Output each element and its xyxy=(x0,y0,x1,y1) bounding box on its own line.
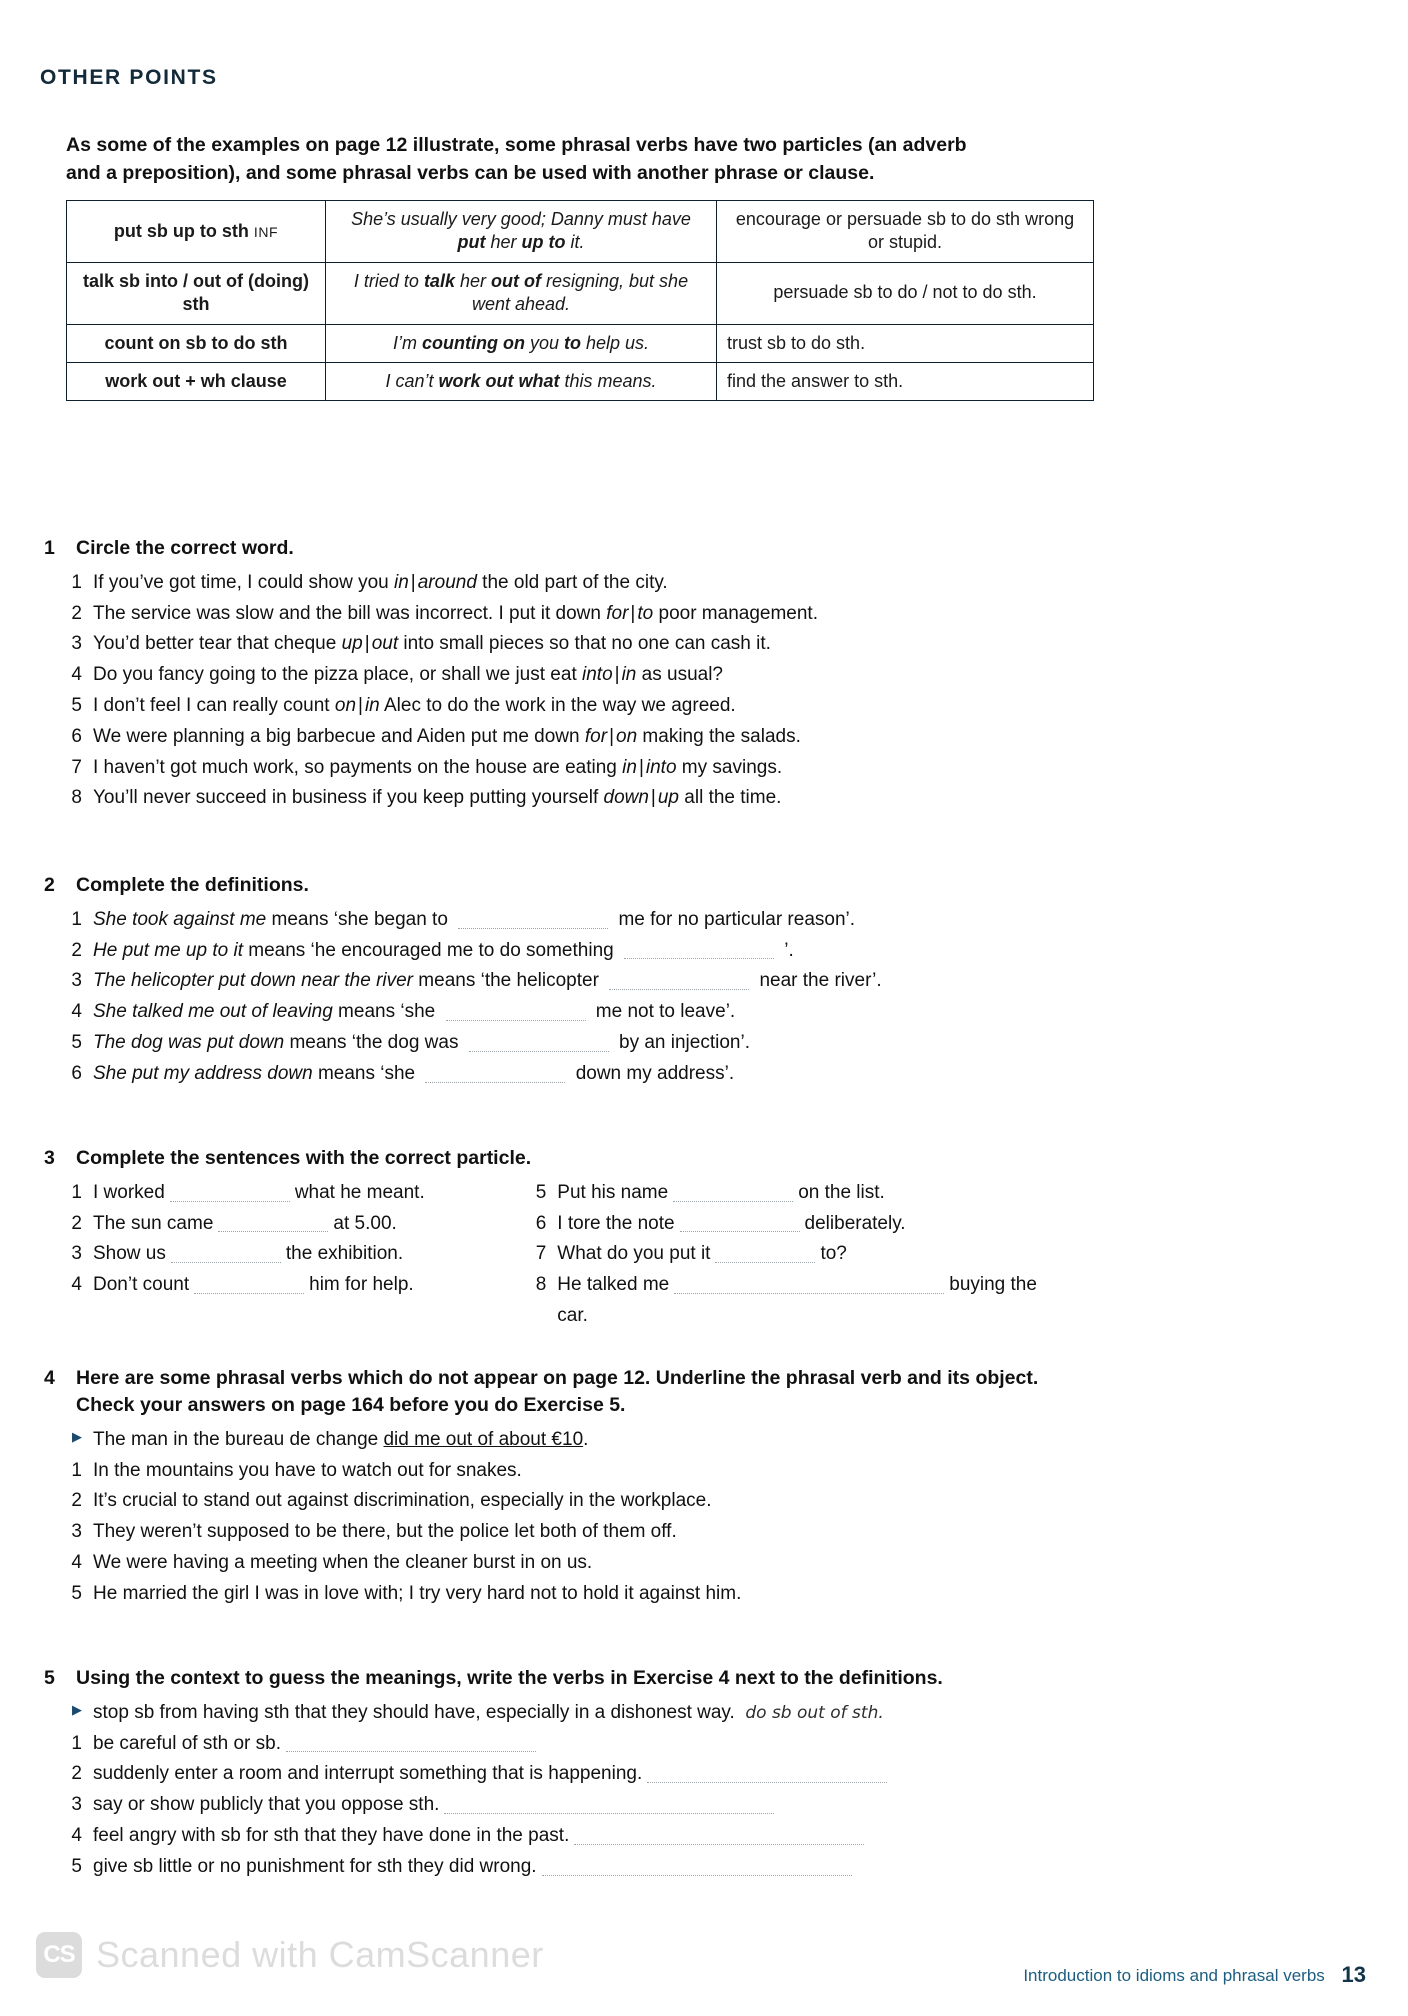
item-mid: means ‘she xyxy=(332,1001,441,1023)
item-text xyxy=(93,1790,1044,1821)
item-number: 5 xyxy=(71,1582,82,1604)
exercise-number: 2 xyxy=(44,874,55,896)
item-post: by an injection’. xyxy=(613,1031,750,1053)
example-pre: I’m xyxy=(392,332,422,353)
example-post: help us. xyxy=(580,332,650,353)
item-post: what he meant. xyxy=(294,1181,425,1203)
camscanner-logo: CS xyxy=(36,1932,82,1978)
answer-blank[interactable] xyxy=(609,971,749,990)
item-pre: Do you fancy going to the pizza place, or shall we just eat xyxy=(93,664,582,686)
list-item-example xyxy=(44,1425,1044,1456)
example-bold-1: put xyxy=(457,232,486,253)
item-italic: The dog was put down xyxy=(93,1031,285,1053)
answer-blank[interactable] xyxy=(170,1183,290,1202)
item-text xyxy=(93,1759,1044,1790)
table-cell-meaning: encourage or persuade sb to do sth wrong or stupid. xyxy=(717,201,1094,263)
answer-blank[interactable] xyxy=(286,1733,536,1752)
example-bold-1: work out what xyxy=(438,370,560,391)
item-post: me not to leave’. xyxy=(590,1001,736,1023)
example-bold-1: counting on xyxy=(421,332,525,353)
exercise-title: Complete the definitions. xyxy=(76,874,309,896)
option-divider: | xyxy=(609,725,615,747)
item-number: 7 xyxy=(535,1243,547,1265)
item-post: deliberately. xyxy=(804,1212,906,1234)
table-cell-meaning: persuade sb to do / not to do sth. xyxy=(717,262,1094,324)
item-pre: I don’t feel I can really count xyxy=(93,694,335,716)
exercise-5-items xyxy=(44,1698,1044,1883)
example-post: resigning, but she went ahead. xyxy=(471,270,689,315)
item-number: 4 xyxy=(71,1551,82,1573)
list-item xyxy=(44,1517,1044,1548)
item-mid: means ‘the helicopter xyxy=(413,970,605,992)
list-item xyxy=(44,1486,1044,1517)
answer-blank[interactable] xyxy=(425,1063,565,1082)
list-item xyxy=(44,1821,1044,1852)
list-item xyxy=(44,1579,1044,1610)
item-post: near the river’. xyxy=(754,970,882,992)
item-text xyxy=(93,936,1044,967)
item-text xyxy=(557,1178,1044,1209)
item-number: 3 xyxy=(71,1521,82,1543)
item-text xyxy=(93,905,1044,936)
list-item xyxy=(44,1729,1044,1760)
option-2[interactable]: on xyxy=(616,725,638,747)
item-pre: Don’t count xyxy=(93,1274,190,1296)
item-text xyxy=(93,1239,530,1270)
example-arrow-icon: ▶ xyxy=(72,1428,82,1444)
option-divider: | xyxy=(410,571,416,593)
exercise-title: Circle the correct word. xyxy=(76,537,294,559)
exercise-heading xyxy=(44,1365,1044,1419)
exercise-title: Complete the sentences with the correct particle. xyxy=(76,1147,532,1169)
entry-text: work out + wh clause xyxy=(105,370,287,391)
list-item xyxy=(44,997,1044,1028)
item-post: him for help. xyxy=(309,1274,414,1296)
exercise-title: Here are some phrasal verbs which do not appear on page 12. Underline the phrasal verb and its object. Check your answers on page 164 before you do Exercise 5. xyxy=(76,1367,1039,1416)
definition-text: give sb little or no punishment for sth they did wrong. xyxy=(93,1855,537,1877)
exercise-heading xyxy=(44,535,1044,562)
option-2[interactable]: in xyxy=(364,694,380,716)
item-post: all the time. xyxy=(679,787,782,809)
item-number: 2 xyxy=(71,1212,82,1234)
item-number: 3 xyxy=(71,1794,82,1816)
table-cell-entry xyxy=(67,362,326,400)
list-item xyxy=(44,905,1044,936)
exercise-4 xyxy=(44,1365,1044,1609)
exercise-heading xyxy=(44,1145,1044,1172)
underlined-answer: did me out of about €10 xyxy=(383,1428,584,1450)
answer-blank[interactable] xyxy=(680,1213,800,1232)
item-pre: You’ll never succeed in business if you keep putting yourself xyxy=(93,787,604,809)
item-post: at 5.00. xyxy=(333,1212,397,1234)
item-post: the exhibition. xyxy=(285,1243,404,1265)
item-text xyxy=(557,1239,1044,1270)
answer-blank[interactable] xyxy=(444,1795,774,1814)
item-number: 1 xyxy=(71,1181,82,1203)
option-divider: | xyxy=(364,633,370,655)
example-mid: her xyxy=(454,270,491,291)
list-item xyxy=(44,1548,1044,1579)
item-number: 5 xyxy=(71,694,82,716)
list-item xyxy=(44,753,1044,784)
answer-blank[interactable] xyxy=(542,1856,852,1875)
item-text xyxy=(93,599,1044,630)
list-item xyxy=(44,1759,1044,1790)
exercise-heading xyxy=(44,1665,1044,1692)
page-number: 13 xyxy=(1341,1962,1366,1987)
table-cell-entry xyxy=(67,262,326,324)
exercise-1-items xyxy=(44,568,1044,814)
footer-text: Introduction to idioms and phrasal verbs xyxy=(1023,1966,1325,1985)
item-number: 8 xyxy=(71,787,82,809)
item-text xyxy=(93,660,1044,691)
item-text xyxy=(93,1059,1044,1090)
exercise-3-right-column xyxy=(530,1178,1044,1332)
item-mid: means ‘he encouraged me to do something xyxy=(242,939,619,961)
item-pre: We were planning a big barbecue and Aiden put me down xyxy=(93,725,585,747)
example-pre: She’s usually very good; Danny must have xyxy=(351,209,691,229)
item-number: 6 xyxy=(535,1212,547,1234)
table-cell-example xyxy=(326,262,717,324)
table-cell-example xyxy=(326,201,717,263)
example-post: this means. xyxy=(564,370,657,391)
item-number: 1 xyxy=(71,571,82,593)
exercise-number: 4 xyxy=(44,1367,55,1389)
item-number: 5 xyxy=(71,1031,82,1053)
entry-text: talk sb into / out of (doing) sth xyxy=(83,270,309,315)
list-item xyxy=(44,660,1044,691)
list-item xyxy=(66,1270,530,1301)
list-item xyxy=(530,1178,1044,1209)
item-post: ’. xyxy=(778,939,794,961)
example-mid: you xyxy=(524,332,564,353)
option-1[interactable]: down xyxy=(603,787,649,809)
item-text xyxy=(93,1425,1044,1456)
scanner-watermark xyxy=(36,1932,544,1978)
item-pre: If you’ve got time, I could show you xyxy=(93,571,394,593)
section-heading: OTHER POINTS xyxy=(40,66,218,89)
option-2[interactable]: up xyxy=(657,787,679,809)
list-item xyxy=(44,568,1044,599)
item-number: 2 xyxy=(71,1490,82,1512)
item-post: buying the car. xyxy=(557,1274,1037,1326)
list-item xyxy=(44,1456,1044,1487)
intro-paragraph: As some of the examples on page 12 illustrate, some phrasal verbs have two particles (an adverb and a preposition), and some phrasal verbs can be used with another phrase or clause. xyxy=(66,134,967,184)
example-bold-2: to xyxy=(563,332,581,353)
item-text[interactable]: In the mountains you have to watch out for snakes. xyxy=(93,1459,522,1481)
option-1[interactable]: in xyxy=(622,756,637,778)
exercise-number: 5 xyxy=(44,1667,55,1689)
item-text xyxy=(557,1209,1044,1240)
answer-blank[interactable] xyxy=(574,1826,864,1845)
list-item xyxy=(66,1239,530,1270)
item-text xyxy=(93,1270,530,1301)
table-cell-entry xyxy=(67,324,326,362)
item-text xyxy=(93,568,1044,599)
item-post: as usual? xyxy=(636,664,723,686)
answer-blank[interactable] xyxy=(647,1764,887,1783)
item-number: 3 xyxy=(71,633,82,655)
answer-blank[interactable] xyxy=(218,1213,328,1232)
table-row xyxy=(67,324,1094,362)
list-item-example xyxy=(44,1698,1044,1729)
table-cell-example xyxy=(326,324,717,362)
option-2[interactable]: into xyxy=(645,756,677,778)
item-number: 5 xyxy=(535,1181,547,1203)
item-post: my savings. xyxy=(676,756,783,778)
list-item xyxy=(44,722,1044,753)
option-divider: | xyxy=(650,787,656,809)
table-row xyxy=(67,201,1094,263)
example-bold-1: talk xyxy=(423,270,455,291)
list-item xyxy=(44,966,1044,997)
item-text xyxy=(93,997,1044,1028)
answer-blank[interactable] xyxy=(624,940,774,959)
item-text xyxy=(93,1852,1044,1883)
item-pre: Show us xyxy=(93,1243,166,1265)
option-1[interactable]: for xyxy=(606,602,629,624)
answer-blank[interactable] xyxy=(171,1244,281,1263)
option-divider: | xyxy=(358,694,363,716)
item-text xyxy=(93,753,1044,784)
item-italic: The helicopter put down near the river xyxy=(93,970,414,992)
option-divider: | xyxy=(614,664,620,686)
item-text xyxy=(93,966,1044,997)
table-row xyxy=(67,362,1094,400)
item-text xyxy=(93,1028,1044,1059)
item-pre: The service was slow and the bill was incorrect. I put it down xyxy=(93,602,607,624)
answer-blank[interactable] xyxy=(194,1275,304,1294)
item-number: 7 xyxy=(71,756,82,778)
answer-blank[interactable] xyxy=(469,1033,609,1052)
exercise-number: 1 xyxy=(44,537,55,559)
item-number: 6 xyxy=(71,725,82,747)
item-number: 4 xyxy=(71,664,82,686)
exercise-heading xyxy=(44,872,1044,899)
option-2[interactable]: in xyxy=(621,664,637,686)
list-item xyxy=(44,783,1044,814)
item-post: on the list. xyxy=(798,1181,885,1203)
option-1[interactable]: in xyxy=(394,571,409,593)
item-text xyxy=(93,1209,530,1240)
entry-text: put sb up to sth xyxy=(113,220,249,241)
definition-text: be careful of sth or sb. xyxy=(93,1732,281,1754)
definition-text: suddenly enter a room and interrupt something that is happening. xyxy=(93,1763,643,1785)
item-pre: I worked xyxy=(93,1181,165,1203)
option-1[interactable]: for xyxy=(584,725,608,747)
item-italic: He put me up to it xyxy=(93,939,243,961)
list-item xyxy=(44,629,1044,660)
item-number: 8 xyxy=(535,1274,547,1296)
item-text[interactable]: They weren’t supposed to be there, but the police let both of them off. xyxy=(93,1521,677,1543)
exercise-3 xyxy=(44,1145,1044,1332)
item-text xyxy=(93,722,1044,753)
item-number: 3 xyxy=(71,970,82,992)
answer-blank[interactable] xyxy=(673,1183,793,1202)
exercise-2 xyxy=(44,872,1044,1090)
item-post: poor management. xyxy=(653,602,818,624)
list-item xyxy=(44,1059,1044,1090)
table-row xyxy=(67,262,1094,324)
item-italic: She took against me xyxy=(93,908,267,930)
option-2[interactable]: around xyxy=(417,571,477,593)
item-pre: You’d better tear that cheque xyxy=(93,633,342,655)
item-number: 1 xyxy=(71,908,82,930)
option-divider: | xyxy=(630,602,636,624)
item-pre: Put his name xyxy=(557,1181,669,1203)
item-text xyxy=(93,783,1044,814)
example-mid: her xyxy=(485,232,522,253)
item-italic: She talked me out of leaving xyxy=(93,1001,333,1023)
option-1[interactable]: on xyxy=(334,694,357,716)
item-number: 1 xyxy=(71,1459,82,1481)
example-pre: I can’t xyxy=(385,370,439,391)
example-pre: I tried to xyxy=(353,270,424,291)
list-item xyxy=(44,1852,1044,1883)
item-pre: I haven’t got much work, so payments on the house are eating xyxy=(93,756,623,778)
exercise-2-items xyxy=(44,905,1044,1090)
example-arrow-icon: ▶ xyxy=(72,1701,82,1717)
exercise-3-left-column xyxy=(66,1178,530,1332)
example-bold-2: out of xyxy=(491,270,541,291)
list-item xyxy=(530,1270,1044,1332)
answer-blank[interactable] xyxy=(715,1244,815,1263)
item-mid: means ‘the dog was xyxy=(284,1031,464,1053)
definition-text: say or show publicly that you oppose sth. xyxy=(93,1794,440,1816)
list-item xyxy=(44,599,1044,630)
answer-blank[interactable] xyxy=(674,1275,944,1294)
list-item xyxy=(66,1209,530,1240)
item-number: 5 xyxy=(71,1855,82,1877)
table-cell-entry xyxy=(67,201,326,263)
list-item xyxy=(44,1790,1044,1821)
list-item xyxy=(66,1178,530,1209)
item-number: 2 xyxy=(71,602,82,624)
option-1[interactable]: into xyxy=(582,664,613,686)
item-mid: means ‘she began to xyxy=(266,908,454,930)
item-post: down my address’. xyxy=(570,1062,735,1084)
option-2[interactable]: to xyxy=(637,602,654,624)
definition-text: stop sb from having sth that they should have, especially in a dishonest way. xyxy=(93,1701,735,1723)
page-footer xyxy=(1023,1962,1366,1988)
table-cell-meaning: trust sb to do sth. xyxy=(717,324,1094,362)
table-cell-example xyxy=(326,362,717,400)
item-post: to? xyxy=(820,1243,847,1265)
item-text xyxy=(557,1270,1044,1332)
item-number: 6 xyxy=(71,1062,82,1084)
item-italic: She put my address down xyxy=(93,1062,313,1084)
exercise-4-items xyxy=(44,1425,1044,1610)
example-post: it. xyxy=(565,232,585,253)
table-cell-meaning: find the answer to sth. xyxy=(717,362,1094,400)
item-number: 1 xyxy=(71,1732,82,1754)
list-item xyxy=(44,936,1044,967)
item-text xyxy=(93,1729,1044,1760)
item-pre: I tore the note xyxy=(557,1212,675,1234)
option-2[interactable]: out xyxy=(371,633,399,655)
item-mid: means ‘she xyxy=(312,1062,421,1084)
item-number: 2 xyxy=(71,939,82,961)
item-number: 2 xyxy=(71,1763,82,1785)
item-pre: What do you put it xyxy=(557,1243,711,1265)
exercise-title: Using the context to guess the meanings, write the verbs in Exercise 4 next to the definitions. xyxy=(76,1667,943,1689)
exercise-5 xyxy=(44,1665,1044,1883)
item-post: me for no particular reason’. xyxy=(613,908,856,930)
phrasal-verb-table xyxy=(66,200,1094,401)
item-pre: He talked me xyxy=(557,1274,670,1296)
watermark-text: Scanned with CamScanner xyxy=(96,1934,544,1975)
list-item xyxy=(530,1209,1044,1240)
item-text[interactable]: We were having a meeting when the cleaner burst in on us. xyxy=(93,1551,593,1573)
item-text xyxy=(93,1821,1044,1852)
item-post: Alec to do the work in the way we agreed. xyxy=(379,694,736,716)
list-item xyxy=(44,1028,1044,1059)
item-number: 4 xyxy=(71,1824,82,1846)
exercise-number: 3 xyxy=(44,1147,55,1169)
item-text xyxy=(93,1698,1044,1729)
item-text[interactable]: It’s crucial to stand out against discrimination, especially in the workplace. xyxy=(93,1490,712,1512)
option-divider: | xyxy=(638,756,644,778)
entry-text: count on sb to do sth xyxy=(104,332,288,353)
answer-blank[interactable] xyxy=(458,910,608,929)
exercise-3-columns xyxy=(44,1178,1044,1332)
answer-blank[interactable] xyxy=(446,1002,586,1021)
item-text xyxy=(93,1178,530,1209)
entry-tag: INF xyxy=(253,223,279,240)
item-text xyxy=(93,691,1044,722)
item-number: 3 xyxy=(71,1243,82,1265)
item-post: making the salads. xyxy=(637,725,801,747)
item-pre: The sun came xyxy=(93,1212,214,1234)
option-1[interactable]: up xyxy=(341,633,363,655)
item-number: 4 xyxy=(71,1001,82,1023)
handwritten-answer: do sb out of sth. xyxy=(745,1702,884,1723)
item-text xyxy=(93,629,1044,660)
list-item xyxy=(530,1239,1044,1270)
exercise-1 xyxy=(44,535,1044,814)
item-post: . xyxy=(583,1428,589,1450)
example-bold-2: up to xyxy=(521,232,566,253)
item-number: 4 xyxy=(71,1274,82,1296)
item-text[interactable]: He married the girl I was in love with; I try very hard not to hold it against him. xyxy=(93,1582,742,1604)
item-post: into small pieces so that no one can cash it. xyxy=(398,633,771,655)
list-item xyxy=(44,691,1044,722)
item-pre: The man in the bureau de change xyxy=(93,1428,384,1450)
item-post: the old part of the city. xyxy=(476,571,668,593)
definition-text: feel angry with sb for sth that they have done in the past. xyxy=(93,1824,570,1846)
